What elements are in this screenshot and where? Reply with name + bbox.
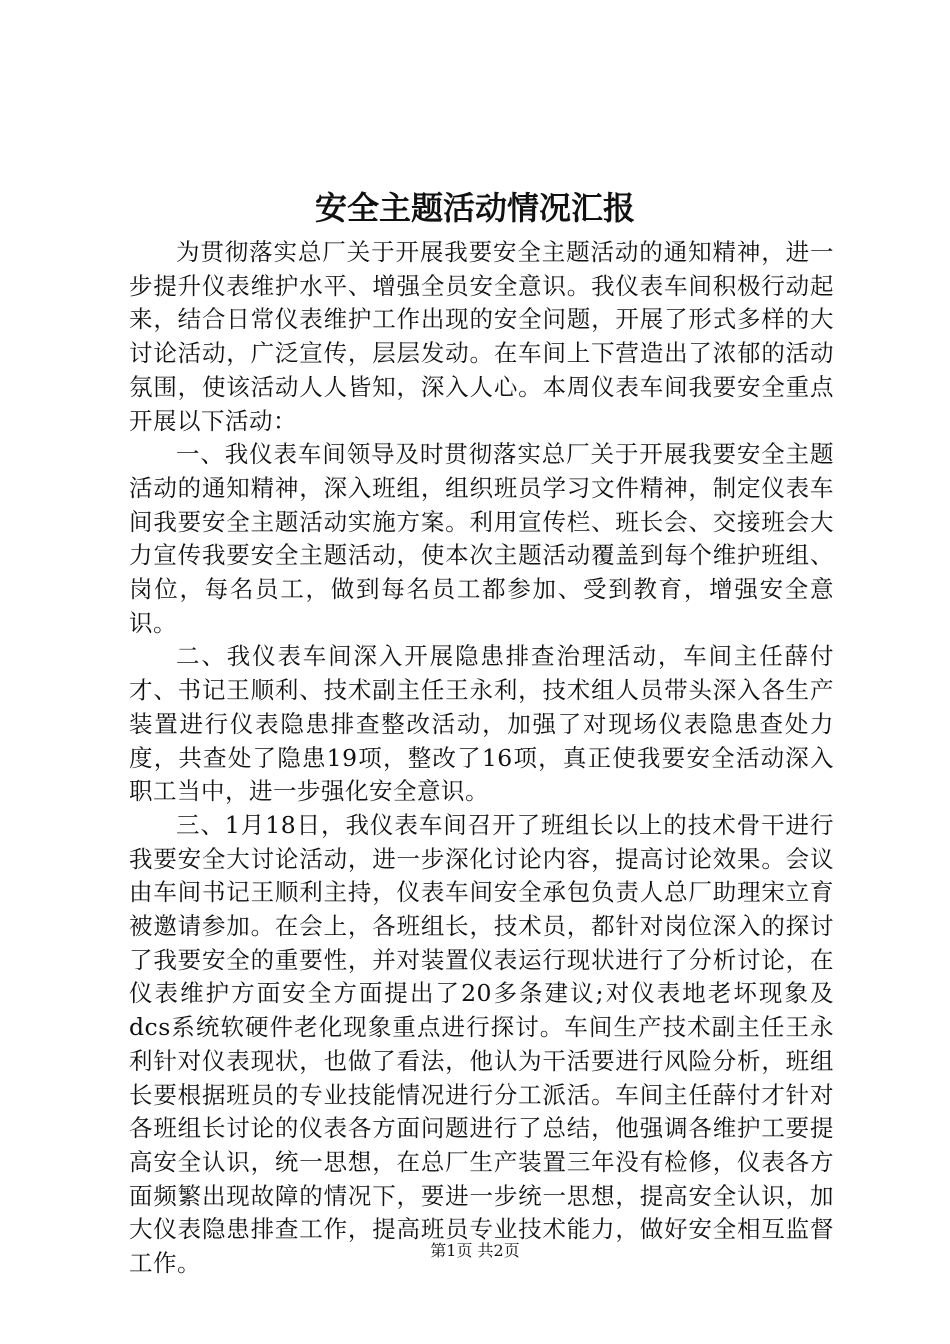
section-three-paragraph: 三、1月18日，我仪表车间召开了班组长以上的技术骨干进行我要安全大讨论活动，进一步深化讨论内容，提高讨论效果。会议由车间书记王顺利主持，仪表车间安全承包负责人总厂助理宋立育被邀请参加。在会上，各班组长，技术员，都针对岗位深入的探讨了我要安全的重要性，并对装置仪表运行现状进行了分析讨论，在仪表维护方面安全方面提出了20多条建议;对仪表地老坏现象及dcs系统软硬件老化现象重点进行探讨。车间生产技术副主任王永利针对仪表现状，也做了看法，他认为干活要进行风险分析，班组长要根据班员的专业技能情况进行分工派活。车间主任薛付才针对各班组长讨论的仪表各方面问题进行了总结，他强调各维护工要提高安全认识，统一思想，在总厂生产装置三年没有检修，仪表各方面频繁出现故障的情况下，要进一步统一思想，提高安全认识，加大仪表隐患排查工作，提高班员专业技术能力，做好安全相互监督工作。 bbox=[129, 810, 834, 1278]
document-body bbox=[129, 236, 834, 1281]
page-footer: 第1页 共2页 bbox=[430, 1241, 520, 1260]
document-title: 安全主题活动情况汇报 bbox=[314, 189, 635, 227]
section-one-paragraph: 一、我仪表车间领导及时贯彻落实总厂关于开展我要安全主题活动的通知精神，深入班组，组织班员学习文件精神，制定仪表车间我要安全主题活动实施方案。利用宣传栏、班长会、交接班会大力宣传我要安全主题活动，使本次主题活动覆盖到每个维护班组、岗位，每名员工，做到每名员工都参加、受到教育，增强安全意识。 bbox=[129, 440, 834, 637]
intro-paragraph: 为贯彻落实总厂关于开展我要安全主题活动的通知精神，进一步提升仪表维护水平、增强全员安全意识。我仪表车间积极行动起来，结合日常仪表维护工作出现的安全问题，开展了形式多样的大讨论活动，广泛宣传，层层发动。在车间上下营造出了浓郁的活动氛围，使该活动人人皆知，深入人心。本周仪表车间我要安全重点开展以下活动： bbox=[129, 238, 834, 435]
section-two-paragraph: 二、我仪表车间深入开展隐患排查治理活动，车间主任薛付才、书记王顺利、技术副主任王永利，技术组人员带头深入各生产装置进行仪表隐患排查整改活动，加强了对现场仪表隐患查处力度，共查处了隐患19项，整改了16项，真正使我要安全活动深入职工当中，进一步强化安全意识。 bbox=[129, 642, 834, 806]
